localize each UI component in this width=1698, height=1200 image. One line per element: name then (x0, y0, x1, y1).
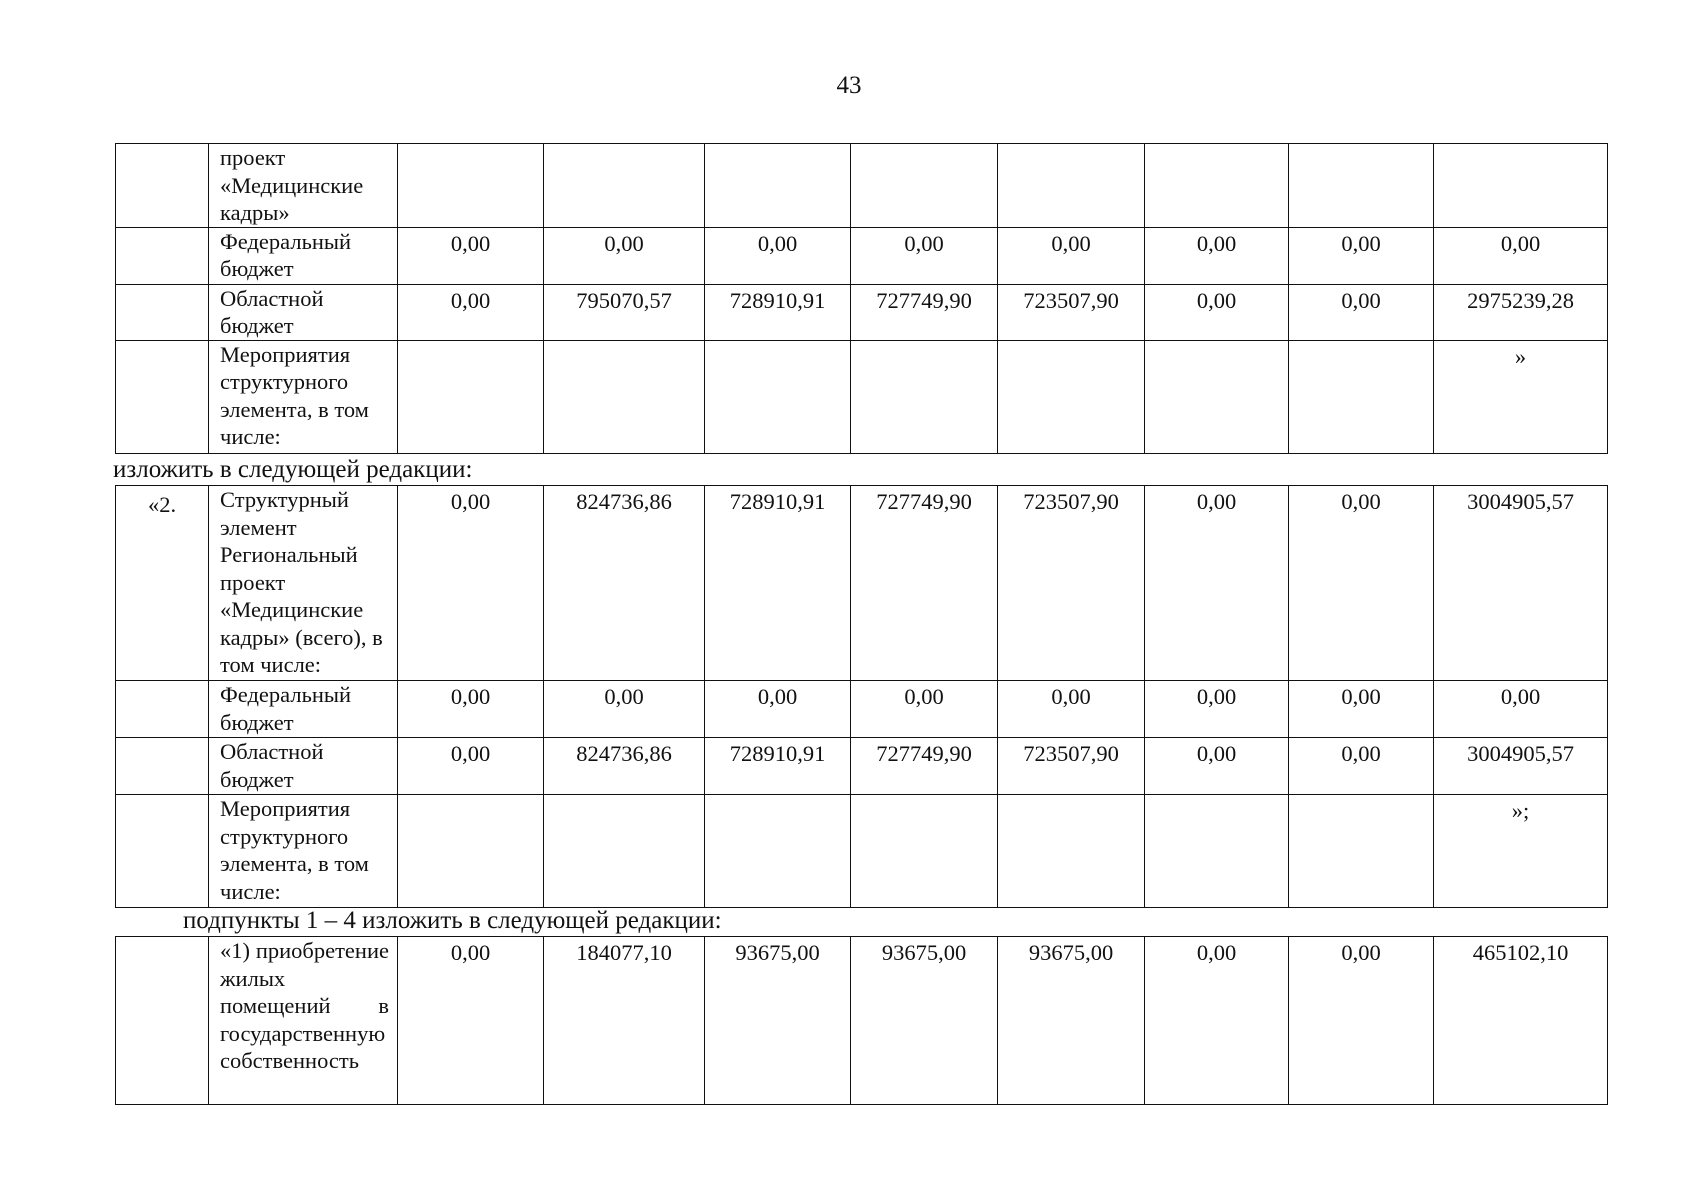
value-cell: 93675,00 (705, 937, 851, 1105)
row-number-cell (116, 340, 209, 453)
value-cell (998, 340, 1145, 453)
value-cell: 0,00 (1289, 738, 1434, 795)
value-cell: 184077,10 (544, 937, 705, 1105)
value-cell: 0,00 (398, 486, 544, 681)
value-cell: 0,00 (1434, 227, 1608, 284)
table-row (116, 738, 1608, 795)
value-cell (1289, 340, 1434, 453)
row-name-cell: проект «Медицинские кадры» (209, 144, 398, 228)
value-cell: 3004905,57 (1434, 738, 1608, 795)
value-cell (1289, 795, 1434, 908)
row-name-cell: Областной бюджет (209, 738, 398, 795)
row-name-cell: Мероприятия структурного элемента, в том числе: (209, 340, 398, 453)
value-cell: 824736,86 (544, 738, 705, 795)
value-cell (998, 795, 1145, 908)
value-cell: 0,00 (1145, 227, 1289, 284)
row-name-cell: Областной бюджет (209, 284, 398, 340)
value-cell: 0,00 (1289, 486, 1434, 681)
value-cell: »; (1434, 795, 1608, 908)
value-cell (851, 340, 998, 453)
value-cell: 465102,10 (1434, 937, 1608, 1105)
value-cell: 0,00 (398, 681, 544, 738)
value-cell: 0,00 (398, 284, 544, 340)
value-cell: 0,00 (851, 681, 998, 738)
table-row (116, 681, 1608, 738)
value-cell: 727749,90 (851, 486, 998, 681)
value-cell (998, 144, 1145, 228)
row-number-cell (116, 284, 209, 340)
value-cell: 727749,90 (851, 738, 998, 795)
value-cell: 0,00 (1145, 284, 1289, 340)
value-cell (544, 795, 705, 908)
value-cell (1289, 144, 1434, 228)
value-cell: 0,00 (398, 937, 544, 1105)
value-cell: 0,00 (705, 681, 851, 738)
row-number-cell (116, 144, 209, 228)
value-cell: 3004905,57 (1434, 486, 1608, 681)
value-cell (1145, 340, 1289, 453)
value-cell: 728910,91 (705, 738, 851, 795)
value-cell (851, 144, 998, 228)
row-name-cell: Федеральный бюджет (209, 681, 398, 738)
value-cell: 727749,90 (851, 284, 998, 340)
value-cell (544, 340, 705, 453)
value-cell: 0,00 (1145, 937, 1289, 1105)
row-number-cell (116, 795, 209, 908)
value-cell: » (1434, 340, 1608, 453)
value-cell: 0,00 (998, 681, 1145, 738)
value-cell: 0,00 (1145, 486, 1289, 681)
value-cell (705, 340, 851, 453)
value-cell: 0,00 (1289, 284, 1434, 340)
value-cell: 0,00 (1145, 681, 1289, 738)
value-cell (398, 144, 544, 228)
value-cell: 0,00 (544, 681, 705, 738)
value-cell: 0,00 (398, 227, 544, 284)
table-row (116, 144, 1608, 228)
value-cell: 0,00 (705, 227, 851, 284)
value-cell (1145, 795, 1289, 908)
row-number-cell (116, 937, 209, 1105)
row-name-cell: Структурный элемент Региональный проект «Медицинские кадры» (всего), в том числе: (209, 486, 398, 681)
page-number: 43 (836, 72, 862, 99)
value-cell: 795070,57 (544, 284, 705, 340)
value-cell: 2975239,28 (1434, 284, 1608, 340)
table-row (116, 486, 1608, 681)
value-cell: 723507,90 (998, 738, 1145, 795)
value-cell (398, 340, 544, 453)
row-number-cell (116, 227, 209, 284)
value-cell: 0,00 (1289, 681, 1434, 738)
value-cell (851, 795, 998, 908)
value-cell (705, 144, 851, 228)
table-row (116, 795, 1608, 908)
value-cell: 728910,91 (705, 486, 851, 681)
value-cell: 0,00 (1145, 738, 1289, 795)
value-cell: 723507,90 (998, 284, 1145, 340)
row-number-cell: «2. (116, 486, 209, 681)
row-name-cell: Мероприятия структурного элемента, в том числе: (209, 795, 398, 908)
table-row (116, 340, 1608, 453)
value-cell (398, 795, 544, 908)
value-cell: 0,00 (398, 738, 544, 795)
value-cell (1145, 144, 1289, 228)
value-cell: 93675,00 (851, 937, 998, 1105)
value-cell: 0,00 (998, 227, 1145, 284)
row-name-cell: «1) приобретение жилых помещений в государственную собственность (209, 937, 398, 1105)
table-new-wording (115, 485, 1608, 908)
instruction-text: изложить в следующей редакции: (113, 456, 473, 483)
value-cell (544, 144, 705, 228)
value-cell: 723507,90 (998, 486, 1145, 681)
value-cell: 93675,00 (998, 937, 1145, 1105)
row-number-cell (116, 738, 209, 795)
value-cell: 0,00 (1434, 681, 1608, 738)
row-number-cell (116, 681, 209, 738)
value-cell: 728910,91 (705, 284, 851, 340)
value-cell: 0,00 (851, 227, 998, 284)
value-cell (705, 795, 851, 908)
value-cell (1434, 144, 1608, 228)
instruction-text: подпункты 1 – 4 изложить в следующей редакции: (183, 907, 722, 934)
table-row (116, 227, 1608, 284)
value-cell: 0,00 (1289, 227, 1434, 284)
value-cell: 0,00 (1289, 937, 1434, 1105)
value-cell: 824736,86 (544, 486, 705, 681)
value-cell: 0,00 (544, 227, 705, 284)
table-previous-wording (115, 143, 1608, 454)
row-name-cell: Федеральный бюджет (209, 227, 398, 284)
table-row (116, 937, 1608, 1105)
table-row (116, 284, 1608, 340)
table-subitems (115, 936, 1608, 1105)
